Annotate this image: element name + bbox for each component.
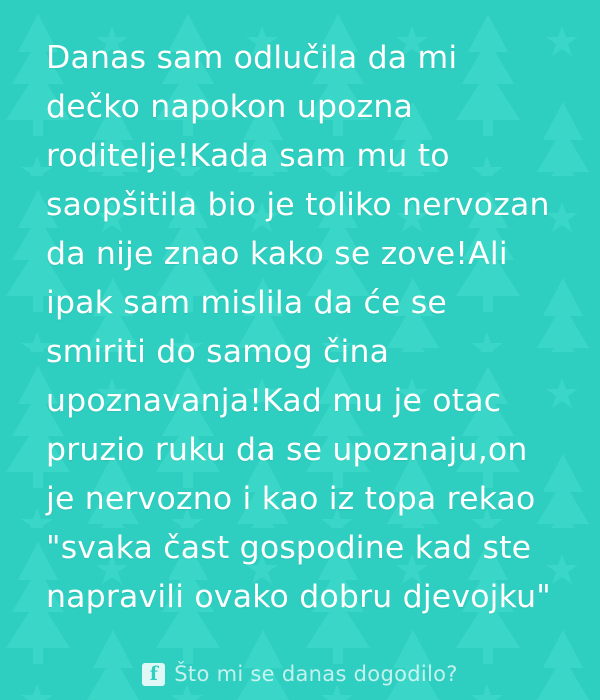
footer-credit (0, 654, 600, 694)
footer-label: Što mi se danas dogodilo? (174, 662, 458, 686)
quote-text: Danas sam odlučila da mi dečko napokon upozna roditelje!Kada sam mu to saopšitila bio je toliko nervozan da nije znao kako se zove!Ali ipak sam mislila da će se smiriti do samog čina upoznavanja!Kad mu je otac pruzio ruku da se upoznaju,on je nervozno i kao iz topa rekao "svaka čast gospodine kad ste napravili ovako dobru djevojku" (46, 40, 560, 615)
facebook-icon[interactable]: f (142, 663, 165, 686)
